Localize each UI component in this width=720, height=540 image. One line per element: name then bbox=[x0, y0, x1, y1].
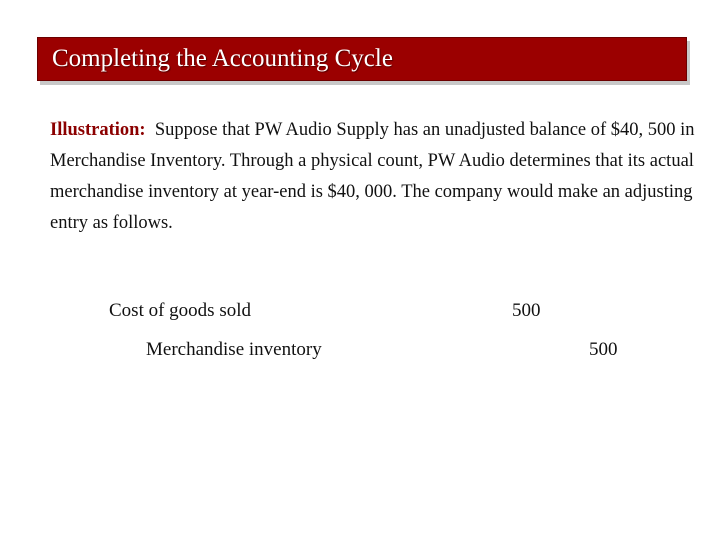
debit-amount: 500 bbox=[512, 300, 541, 321]
debit-account: Cost of goods sold bbox=[109, 300, 251, 321]
title-banner bbox=[37, 37, 687, 81]
illustration-label: Illustration: bbox=[50, 120, 146, 140]
credit-account: Merchandise inventory bbox=[146, 339, 322, 360]
credit-amount: 500 bbox=[589, 339, 618, 360]
slide-title: Completing the Accounting Cycle bbox=[52, 45, 393, 72]
illustration-text: Suppose that PW Audio Supply has an unadjusted balance of $40, 500 in Merchandise Inventory. Through a physical count, PW Audio determines that its actual merchandise inventory at year-end is $40, 000. The company would make an adjusting entry as follows. bbox=[50, 120, 695, 233]
illustration-paragraph bbox=[50, 115, 700, 239]
